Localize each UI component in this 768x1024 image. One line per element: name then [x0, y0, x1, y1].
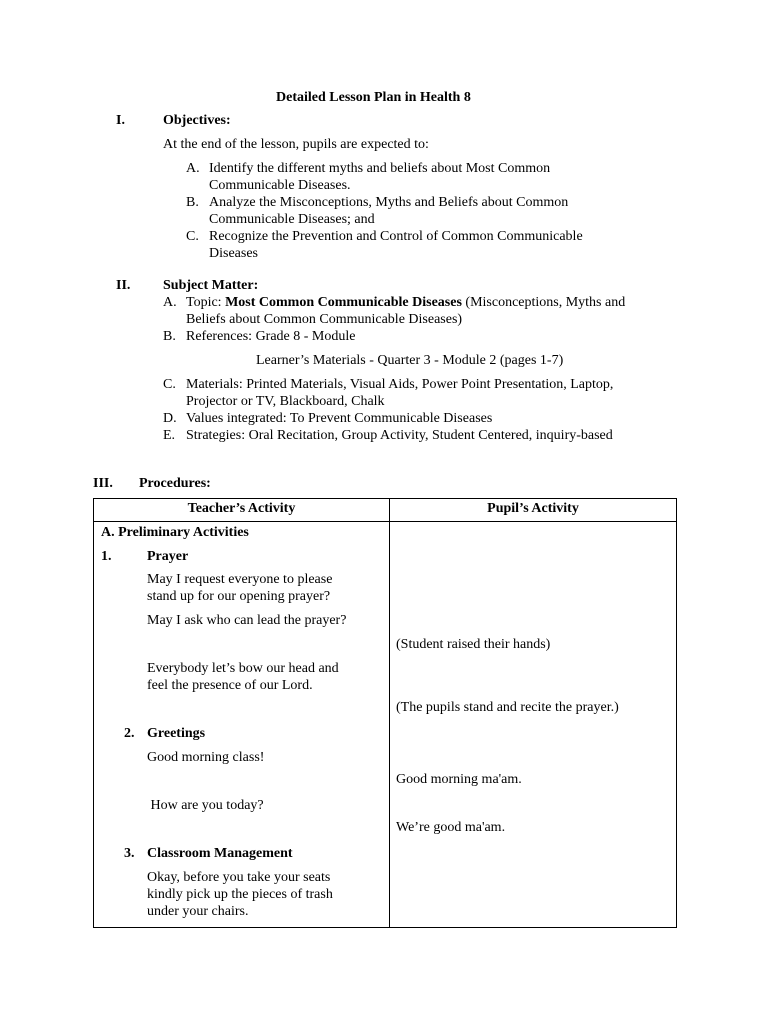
references-line1: References: Grade 8 - Module	[186, 329, 356, 344]
materials-line1: Materials: Printed Materials, Visual Aids, Power Point Presentation, Laptop,	[186, 377, 614, 392]
section-numeral-subject: II.	[116, 278, 131, 293]
prayer-heading: Prayer	[147, 549, 189, 564]
subject-letter-c: C.	[163, 377, 176, 392]
page-title: Detailed Lesson Plan in Health 8	[276, 90, 471, 105]
teacher-prayer-request-line2: stand up for our opening prayer?	[147, 589, 331, 604]
subject-letter-b: B.	[163, 329, 176, 344]
prayer-number: 1.	[101, 549, 112, 564]
objective-letter-b: B.	[186, 195, 199, 210]
greetings-number: 2.	[124, 726, 135, 741]
subject-letter-e: E.	[163, 428, 176, 443]
procedures-heading: Procedures:	[139, 476, 211, 491]
classroom-heading: Classroom Management	[147, 846, 293, 861]
teacher-bow-line2: feel the presence of our Lord.	[147, 678, 313, 693]
teacher-trash-line1: Okay, before you take your seats	[147, 870, 331, 885]
procedures-table	[93, 498, 677, 928]
objective-a-line2: Communicable Diseases.	[209, 178, 351, 193]
col-header-pupil: Pupil’s Activity	[487, 501, 579, 516]
references-line2: Learner’s Materials - Quarter 3 - Module 2 (pages 1-7)	[256, 353, 564, 368]
topic-suffix: (Misconceptions, Myths and	[461, 295, 626, 310]
strategies: Strategies: Oral Recitation, Group Activity, Student Centered, inquiry-based	[186, 428, 613, 443]
teacher-prayer-request-line1: May I request everyone to please	[147, 572, 333, 587]
preliminary-activities-heading: A. Preliminary Activities	[101, 525, 249, 540]
teacher-good-morning: Good morning class!	[147, 750, 265, 765]
col-header-teacher: Teacher’s Activity	[187, 501, 296, 516]
teacher-prayer-leader: May I ask who can lead the prayer?	[147, 613, 347, 628]
greetings-heading: Greetings	[147, 726, 206, 741]
subject-letter-a: A.	[163, 295, 177, 310]
table-column-divider	[389, 499, 390, 927]
objective-letter-a: A.	[186, 161, 200, 176]
topic-line1	[186, 294, 625, 311]
teacher-how-are-you: How are you today?	[147, 798, 264, 813]
objective-b-line2: Communicable Diseases; and	[209, 212, 375, 227]
teacher-trash-line2: kindly pick up the pieces of trash	[147, 887, 333, 902]
pupil-raised-hands: (Student raised their hands)	[396, 637, 551, 652]
objective-c-line1: Recognize the Prevention and Control of Common Communicable	[209, 229, 583, 244]
values-integrated: Values integrated: To Prevent Communicable Diseases	[186, 411, 493, 426]
section-numeral-objectives: I.	[116, 113, 125, 128]
pupil-good-morning: Good morning ma'am.	[396, 772, 522, 787]
topic-prefix: Topic:	[186, 295, 226, 310]
objective-letter-c: C.	[186, 229, 199, 244]
teacher-trash-line3: under your chairs.	[147, 904, 249, 919]
objectives-heading: Objectives:	[163, 113, 231, 128]
teacher-bow-line1: Everybody let’s bow our head and	[147, 661, 339, 676]
objective-c-line2: Diseases	[209, 246, 258, 261]
pupil-recite-prayer: (The pupils stand and recite the prayer.)	[396, 700, 619, 715]
classroom-number: 3.	[124, 846, 135, 861]
objective-a-line1: Identify the different myths and beliefs about Most Common	[209, 161, 551, 176]
topic-title: Most Common Communicable Diseases	[225, 295, 462, 310]
table-header-divider	[94, 521, 676, 522]
pupil-were-good: We’re good ma'am.	[396, 820, 506, 835]
materials-line2: Projector or TV, Blackboard, Chalk	[186, 394, 385, 409]
subject-matter-heading: Subject Matter:	[163, 278, 259, 293]
objectives-intro: At the end of the lesson, pupils are expected to:	[163, 137, 429, 152]
objective-b-line1: Analyze the Misconceptions, Myths and Beliefs about Common	[209, 195, 569, 210]
section-numeral-procedures: III.	[93, 476, 113, 491]
subject-letter-d: D.	[163, 411, 177, 426]
topic-line2: Beliefs about Common Communicable Diseases)	[186, 312, 463, 327]
